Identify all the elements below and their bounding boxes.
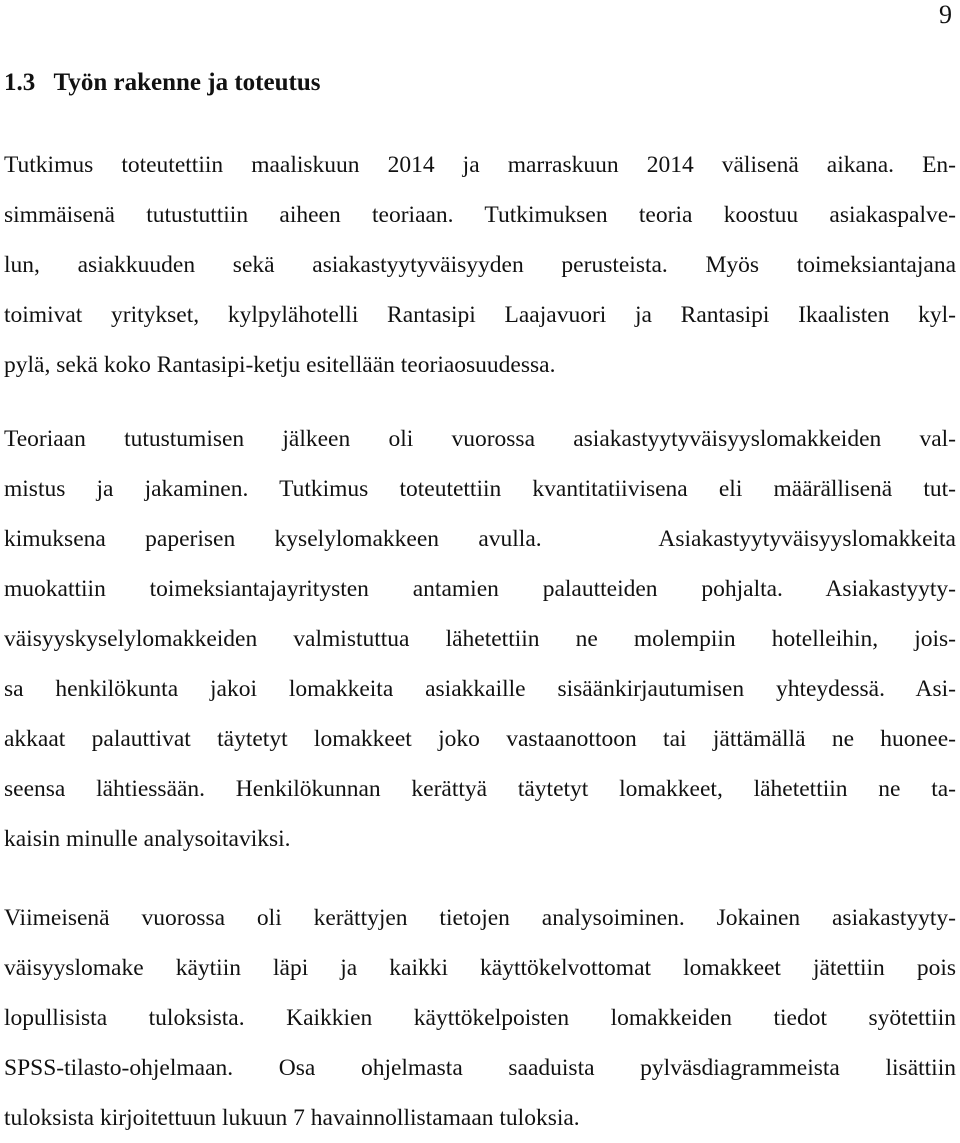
paragraph-line: Teoriaan tutustumisen jälkeen oli vuorossa asiakastyytyväisyyslomakkeiden val- <box>4 426 956 452</box>
paragraph-line: mistus ja jakaminen. Tutkimus toteutettiin kvantitatiivisena eli määrällisenä tut- <box>4 476 956 502</box>
paragraph-line: pylä, sekä koko Rantasipi-ketju esitellään teoriaosuudessa. <box>4 352 556 378</box>
paragraph-line: muokattiin toimeksiantajayritysten antamien palautteiden pohjalta. Asiakastyyty- <box>4 576 956 602</box>
page-number: 9 <box>939 0 952 29</box>
paragraph-line: SPSS-tilasto-ohjelmaan. Osa ohjelmasta saaduista pylväsdiagrammeista lisättiin <box>4 1055 956 1081</box>
paragraph-line: lopullisista tuloksista. Kaikkien käyttökelpoisten lomakkeiden tiedot syötettiin <box>4 1005 956 1031</box>
paragraph-line: sa henkilökunta jakoi lomakkeita asiakkaille sisäänkirjautumisen yhteydessä. Asi- <box>4 676 956 702</box>
paragraph-1 <box>4 140 956 390</box>
paragraph-line: akkaat palauttivat täytetyt lomakkeet joko vastaanottoon tai jättämällä ne huonee- <box>4 726 956 752</box>
paragraph-line: väisyyskyselylomakkeiden valmistuttua lähetettiin ne molempiin hotelleihin, jois- <box>4 626 956 652</box>
paragraph-line: väisyyslomake käytiin läpi ja kaikki käyttökelvottomat lomakkeet jätettiin pois <box>4 955 956 981</box>
paragraph-2 <box>4 414 956 864</box>
paragraph-line: Tutkimus toteutettiin maaliskuun 2014 ja marraskuun 2014 välisenä aikana. En- <box>4 152 956 178</box>
section-heading: 1.3 Työn rakenne ja toteutus <box>4 69 321 96</box>
paragraph-line: simmäisenä tutustuttiin aiheen teoriaan. Tutkimuksen teoria koostuu asiakaspalve- <box>4 202 956 228</box>
paragraph-line: seensa lähtiessään. Henkilökunnan kerättyä täytetyt lomakkeet, lähetettiin ne ta- <box>4 776 956 802</box>
paragraph-line: lun, asiakkuuden sekä asiakastyytyväisyyden perusteista. Myös toimeksiantajana <box>4 252 956 278</box>
paragraph-line: toimivat yritykset, kylpylähotelli Rantasipi Laajavuori ja Rantasipi Ikaalisten kyl- <box>4 302 956 328</box>
paragraph-line: kaisin minulle analysoitaviksi. <box>4 826 291 852</box>
paragraph-3 <box>4 893 956 1143</box>
paragraph-line: kimuksena paperisen kyselylomakkeen avulla. Asiakastyytyväisyyslomakkeita <box>4 526 956 552</box>
paragraph-line: tuloksista kirjoitettuun lukuun 7 havainnollistamaan tuloksia. <box>4 1105 580 1131</box>
paragraph-line: Viimeisenä vuorossa oli kerättyjen tietojen analysoiminen. Jokainen asiakastyyty- <box>4 905 956 931</box>
